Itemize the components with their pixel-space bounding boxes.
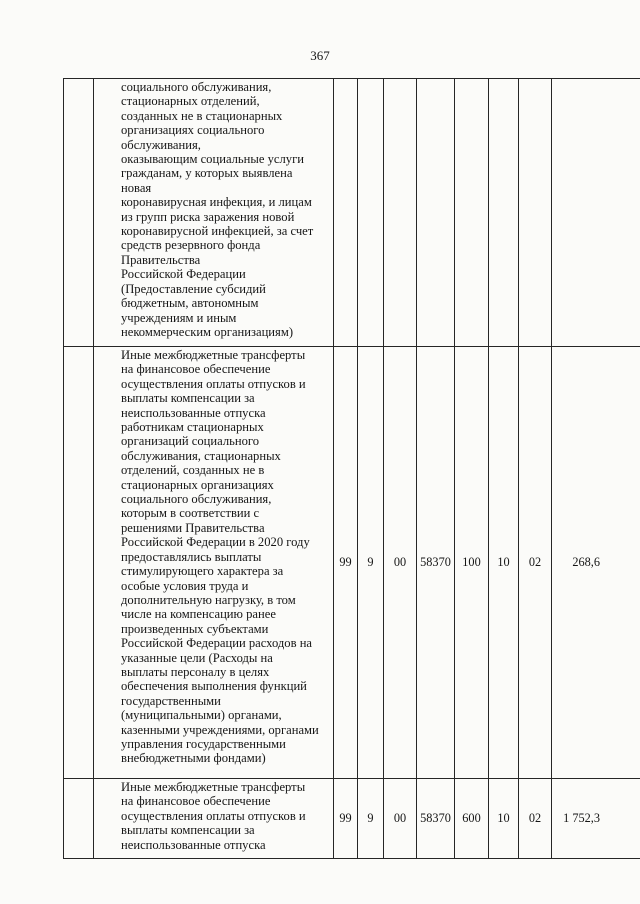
expense-type-cell: 600: [455, 779, 489, 859]
description-line: особые условия труда и: [121, 578, 249, 593]
group-code-cell: 00: [384, 779, 417, 859]
description-line: обеспечения выполнения функций: [121, 679, 307, 694]
description-line: внебюджетными фондами): [121, 751, 266, 766]
description-line: на финансовое обеспечение: [121, 362, 271, 377]
group-code-cell: 00: [384, 347, 417, 779]
description-line: произведенных субъектами: [121, 621, 269, 636]
description-line: из групп риска заражения новой: [121, 209, 295, 224]
description-line: организаций социального: [121, 434, 260, 449]
amount-cell: 268,6: [552, 347, 640, 779]
description-line: Российской Федерации: [121, 267, 246, 282]
subsection-code-cell: [519, 79, 552, 347]
description-line: созданных не в стационарных: [121, 108, 283, 123]
description-line: отделений, созданных не в: [121, 463, 265, 478]
description-line: социального обслуживания,: [121, 492, 272, 507]
description-line: Российской Федерации расходов на: [121, 636, 313, 651]
description-line: новая: [121, 180, 152, 195]
description-line: стационарных организациях: [121, 477, 274, 492]
description-line: бюджетным, автономным: [121, 296, 259, 311]
description-line: средств резервного фонда: [121, 238, 261, 253]
description-cell: [94, 779, 334, 859]
subprogram-code-cell: [358, 79, 384, 347]
description-line: Правительства: [121, 252, 201, 267]
description-line: гражданам, у которых выявлена: [121, 166, 293, 181]
program-code-cell: [334, 79, 358, 347]
description-line: социального обслуживания,: [121, 80, 272, 94]
description-line: выплаты компенсации за: [121, 823, 255, 838]
table-row: [64, 79, 640, 347]
description-line: неиспользованные отпуска: [121, 405, 266, 420]
program-code-cell: 99: [334, 779, 358, 859]
group-code-cell: [384, 79, 417, 347]
description-line: которым в соответствии с: [121, 506, 260, 521]
expense-type-cell: [455, 79, 489, 347]
index-cell: [64, 347, 94, 779]
description-line: учреждениям и иным: [121, 310, 237, 325]
description-line: стимулирующего характера за: [121, 564, 284, 579]
amount-cell: [552, 79, 640, 347]
description-line: некоммерческим организациям): [121, 324, 294, 339]
description-line: на финансовое обеспечение: [121, 794, 271, 809]
subsection-code-cell: 02: [519, 347, 552, 779]
description-line: (муниципальными) органами,: [121, 708, 282, 723]
page-number: 367: [310, 48, 330, 63]
index-cell: [64, 79, 94, 347]
table-row: [64, 347, 640, 779]
description-line: государственными: [121, 693, 221, 708]
description-cell: [94, 79, 334, 347]
description-line: Российской Федерации в 2020 году: [121, 535, 310, 550]
description-line: оказывающим социальные услуги: [121, 152, 304, 167]
description-line: выплаты компенсации за: [121, 391, 255, 406]
description-line: дополнительную нагрузку, в том: [121, 592, 296, 607]
table-row: [64, 779, 640, 859]
description-line: указанные цели (Расходы на: [121, 650, 273, 665]
description-line: коронавирусная инфекция, и лицам: [121, 195, 312, 210]
direction-code-cell: 58370: [417, 779, 455, 859]
description-line: числе на компенсацию ранее: [121, 607, 276, 622]
subsection-code-cell: 02: [519, 779, 552, 859]
description-line: стационарных отделений,: [121, 94, 260, 109]
subprogram-code-cell: 9: [358, 779, 384, 859]
expense-type-cell: 100: [455, 347, 489, 779]
section-code-cell: 10: [489, 779, 519, 859]
program-code-cell: 99: [334, 347, 358, 779]
section-code-cell: [489, 79, 519, 347]
description-line: коронавирусной инфекцией, за счет: [121, 224, 314, 239]
description-line: выплаты персоналу в целях: [121, 664, 270, 679]
amount-cell: 1 752,3: [552, 779, 640, 859]
description-line: обслуживания, стационарных: [121, 448, 281, 463]
description-line: организациях социального: [121, 123, 265, 138]
subprogram-code-cell: 9: [358, 347, 384, 779]
description-line: Иные межбюджетные трансферты: [121, 780, 306, 794]
description-line: предоставлялись выплаты: [121, 549, 262, 564]
description-line: осуществления оплаты отпусков и: [121, 808, 306, 823]
description-line: обслуживания,: [121, 137, 201, 152]
description-line: неиспользованные отпуска: [121, 837, 266, 852]
description-line: работникам стационарных: [121, 420, 264, 435]
direction-code-cell: [417, 79, 455, 347]
description-line: Иные межбюджетные трансферты: [121, 348, 306, 362]
description-line: решениями Правительства: [121, 520, 265, 535]
direction-code-cell: 58370: [417, 347, 455, 779]
description-line: осуществления оплаты отпусков и: [121, 376, 306, 391]
index-cell: [64, 779, 94, 859]
section-code-cell: 10: [489, 347, 519, 779]
description-line: казенными учреждениями, органами: [121, 722, 319, 737]
budget-table: [63, 78, 640, 859]
description-line: управления государственными: [121, 736, 286, 751]
description-line: (Предоставление субсидий: [121, 281, 266, 296]
description-cell: [94, 347, 334, 779]
